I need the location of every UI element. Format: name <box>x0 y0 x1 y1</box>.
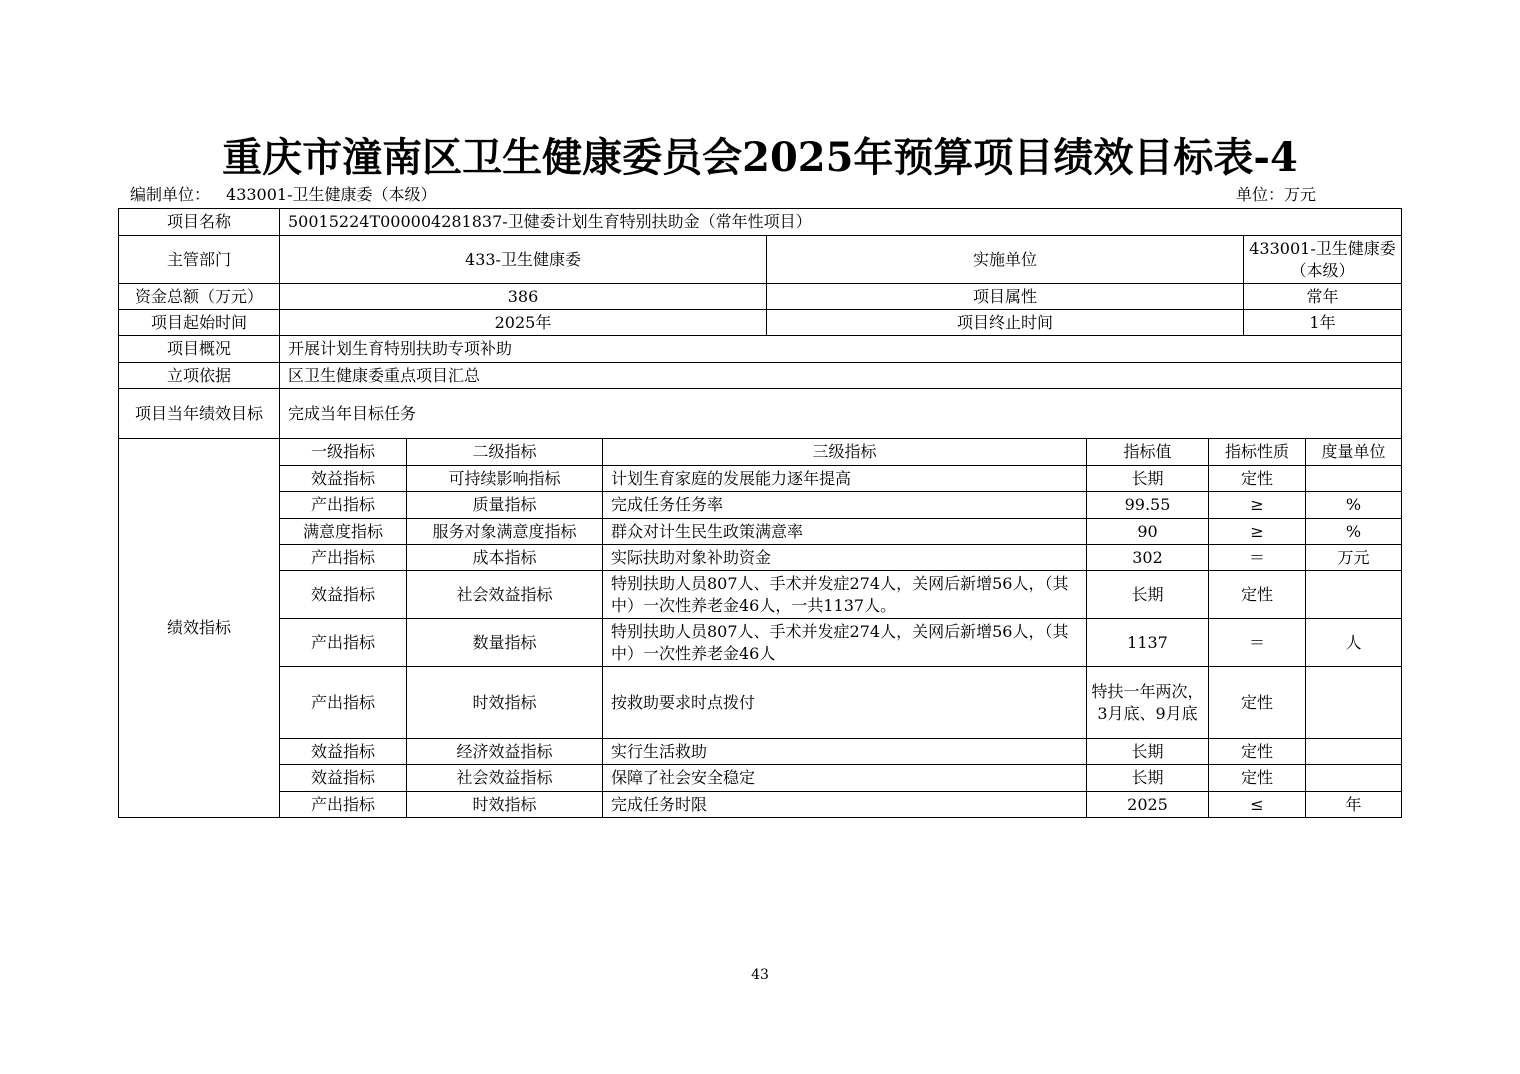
compiling-unit <box>130 184 437 206</box>
cell-level2: 经济效益指标 <box>407 739 603 765</box>
header-level1: 一级指标 <box>280 439 407 466</box>
cell-nature: 定性 <box>1209 765 1306 792</box>
cell-unit: 年 <box>1306 792 1402 818</box>
cell-level3: 完成任务时限 <box>603 792 1087 818</box>
end-value: 1年 <box>1244 310 1402 336</box>
cell-nature: 定性 <box>1209 739 1306 765</box>
cell-level2: 社会效益指标 <box>407 571 603 619</box>
table-row <box>119 519 1402 545</box>
table-row <box>119 619 1402 667</box>
page-title: 重庆市潼南区卫生健康委员会2025年预算项目绩效目标表-4 <box>222 134 1298 181</box>
project-name-label: 项目名称 <box>119 209 280 236</box>
cell-value: 长期 <box>1087 739 1209 765</box>
cell-level3: 实行生活救助 <box>603 739 1087 765</box>
cell-level3: 特别扶助人员807人、手术并发症274人，关网后新增56人，（其中）一次性养老金46人，一共1137人。 <box>603 571 1087 619</box>
cell-unit <box>1306 466 1402 492</box>
project-name-value: 50015224T000004281837-卫健委计划生育特别扶助金（常年性项目） <box>280 209 1402 236</box>
cell-level1: 满意度指标 <box>280 519 407 545</box>
table-row <box>119 571 1402 619</box>
cell-level1: 产出指标 <box>280 492 407 519</box>
cell-unit: % <box>1306 492 1402 519</box>
cell-level1: 效益指标 <box>280 571 407 619</box>
cell-level2: 社会效益指标 <box>407 765 603 792</box>
cell-value: 1137 <box>1087 619 1209 667</box>
cell-level1: 效益指标 <box>280 765 407 792</box>
header-unit: 度量单位 <box>1306 439 1402 466</box>
indicator-header-row <box>119 439 1402 466</box>
cell-level1: 产出指标 <box>280 545 407 571</box>
header-value: 指标值 <box>1087 439 1209 466</box>
goal-label: 项目当年绩效目标 <box>119 389 280 439</box>
cell-level3: 完成任务任务率 <box>603 492 1087 519</box>
cell-nature: ＝ <box>1209 545 1306 571</box>
row-basis <box>119 363 1402 389</box>
cell-level3: 计划生育家庭的发展能力逐年提高 <box>603 466 1087 492</box>
table-row <box>119 739 1402 765</box>
cell-value: 2025 <box>1087 792 1209 818</box>
cell-unit <box>1306 739 1402 765</box>
cell-value: 长期 <box>1087 466 1209 492</box>
performance-table <box>118 208 1402 818</box>
cell-level1: 产出指标 <box>280 619 407 667</box>
cell-level1: 效益指标 <box>280 466 407 492</box>
cell-value: 90 <box>1087 519 1209 545</box>
cell-value: 99.55 <box>1087 492 1209 519</box>
attr-value: 常年 <box>1244 284 1402 310</box>
table-row <box>119 492 1402 519</box>
table-row <box>119 667 1402 739</box>
row-period <box>119 310 1402 336</box>
start-value: 2025年 <box>280 310 767 336</box>
cell-unit <box>1306 571 1402 619</box>
cell-unit <box>1306 765 1402 792</box>
cell-unit: 人 <box>1306 619 1402 667</box>
compiling-unit-label: 编制单位： <box>130 185 211 204</box>
table-row <box>119 466 1402 492</box>
header-level2: 二级指标 <box>407 439 603 466</box>
cell-value: 302 <box>1087 545 1209 571</box>
cell-level2: 时效指标 <box>407 667 603 739</box>
cell-nature: 定性 <box>1209 466 1306 492</box>
row-department <box>119 236 1402 284</box>
cell-nature: 定性 <box>1209 667 1306 739</box>
cell-level3: 群众对计生民生政策满意率 <box>603 519 1087 545</box>
table-row <box>119 792 1402 818</box>
cell-level2: 时效指标 <box>407 792 603 818</box>
goal-value: 完成当年目标任务 <box>280 389 1402 439</box>
compiling-unit-value: 433001-卫生健康委（本级） <box>226 185 437 204</box>
cell-nature: ＝ <box>1209 619 1306 667</box>
cell-nature: ≥ <box>1209 519 1306 545</box>
cell-level3: 保障了社会安全稳定 <box>603 765 1087 792</box>
cell-nature: 定性 <box>1209 571 1306 619</box>
cell-nature: ≥ <box>1209 492 1306 519</box>
indicators-section-label: 绩效指标 <box>119 439 280 818</box>
cell-nature: ≤ <box>1209 792 1306 818</box>
cell-value: 长期 <box>1087 765 1209 792</box>
fund-label: 资金总额（万元） <box>119 284 280 310</box>
cell-level2: 可持续影响指标 <box>407 466 603 492</box>
row-overview <box>119 336 1402 363</box>
row-goal <box>119 389 1402 439</box>
impl-label: 实施单位 <box>767 236 1244 284</box>
impl-value: 433001-卫生健康委（本级） <box>1244 236 1402 284</box>
end-label: 项目终止时间 <box>767 310 1244 336</box>
cell-level1: 产出指标 <box>280 792 407 818</box>
header-nature: 指标性质 <box>1209 439 1306 466</box>
basis-value: 区卫生健康委重点项目汇总 <box>280 363 1402 389</box>
page-number: 43 <box>751 967 769 983</box>
cell-level1: 产出指标 <box>280 667 407 739</box>
start-label: 项目起始时间 <box>119 310 280 336</box>
header-level3: 三级指标 <box>603 439 1087 466</box>
overview-label: 项目概况 <box>119 336 280 363</box>
cell-level2: 数量指标 <box>407 619 603 667</box>
cell-level3: 特别扶助人员807人、手术并发症274人，关网后新增56人，（其中）一次性养老金46人 <box>603 619 1087 667</box>
fund-value: 386 <box>280 284 767 310</box>
table-row <box>119 545 1402 571</box>
dept-value: 433-卫生健康委 <box>280 236 767 284</box>
currency-unit: 单位：万元 <box>1236 185 1317 204</box>
cell-unit: 万元 <box>1306 545 1402 571</box>
cell-level2: 质量指标 <box>407 492 603 519</box>
cell-level3: 按救助要求时点拨付 <box>603 667 1087 739</box>
basis-label: 立项依据 <box>119 363 280 389</box>
row-project-name <box>119 209 1402 236</box>
table-row <box>119 765 1402 792</box>
cell-level2: 成本指标 <box>407 545 603 571</box>
cell-unit <box>1306 667 1402 739</box>
cell-level2: 服务对象满意度指标 <box>407 519 603 545</box>
overview-value: 开展计划生育特别扶助专项补助 <box>280 336 1402 363</box>
cell-unit: % <box>1306 519 1402 545</box>
cell-value: 长期 <box>1087 571 1209 619</box>
attr-label: 项目属性 <box>767 284 1244 310</box>
cell-level1: 效益指标 <box>280 739 407 765</box>
cell-value: 特扶一年两次，3月底、9月底 <box>1087 667 1209 739</box>
cell-level3: 实际扶助对象补助资金 <box>603 545 1087 571</box>
row-fund <box>119 284 1402 310</box>
dept-label: 主管部门 <box>119 236 280 284</box>
